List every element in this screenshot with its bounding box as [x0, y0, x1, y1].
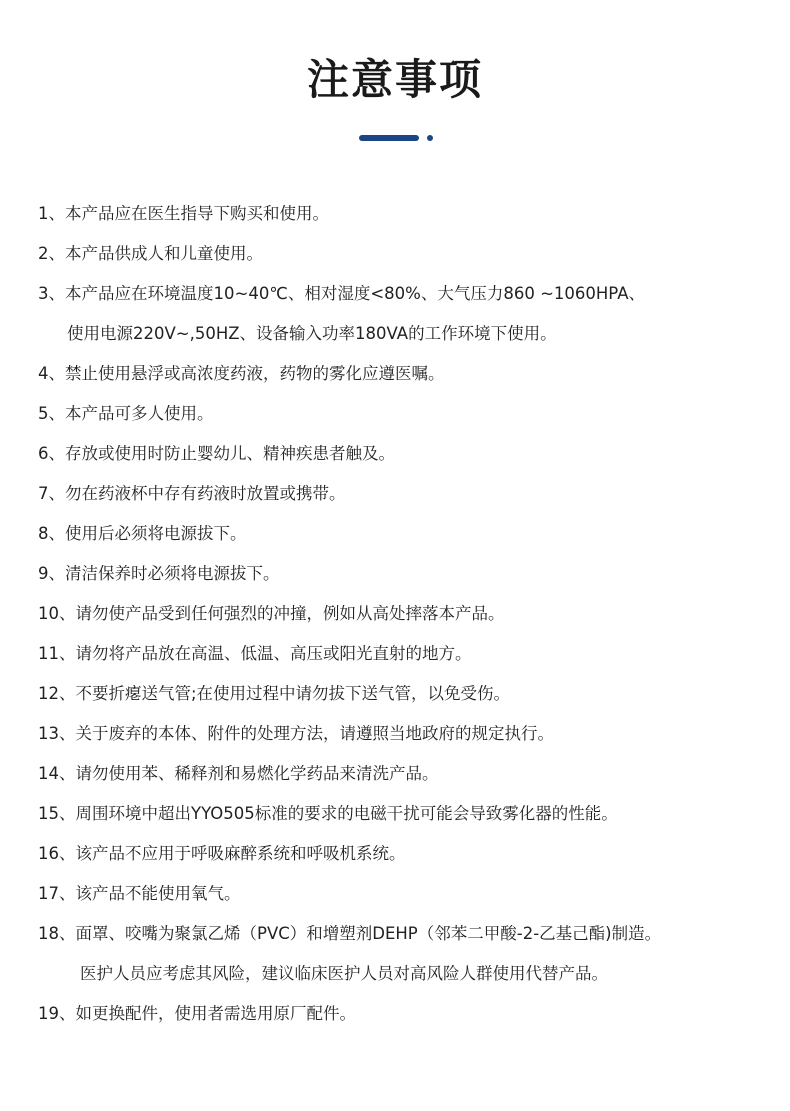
note-item-17: 17、该产品不能使用氧气。 — [38, 884, 241, 903]
note-item-5: 5、本产品可多人使用。 — [38, 404, 214, 423]
note-item-10: 10、请勿使产品受到任何强烈的冲撞，例如从高处摔落本产品。 — [38, 604, 505, 623]
note-item-9: 9、清洁保养时必须将电源拔下。 — [38, 564, 280, 583]
precautions-list — [38, 194, 783, 1034]
note-item-18-continued: 医护人员应考虑其风险，建议临床医护人员对高风险人群使用代替产品。 — [80, 964, 608, 983]
note-item-16: 16、该产品不应用于呼吸麻醉系统和呼吸机系统。 — [38, 844, 406, 863]
note-item-13: 13、关于废弃的本体、附件的处理方法，请遵照当地政府的规定执行。 — [38, 724, 554, 743]
note-item-2: 2、本产品供成人和儿童使用。 — [38, 244, 263, 263]
note-item-18: 18、面罩、咬嘴为聚氯乙烯（PVC）和增塑剂DEHP（邻苯二甲酸-2-乙基己酯)制造。 — [38, 924, 662, 943]
title-underline-bar — [359, 135, 419, 141]
note-item-12: 12、不要折瘪送气管;在使用过程中请勿拔下送气管，以免受伤。 — [38, 684, 511, 703]
note-item-1: 1、本产品应在医生指导下购买和使用。 — [38, 204, 329, 223]
page-title: 注意事项 — [306, 55, 483, 104]
note-item-14: 14、请勿使用苯、稀释剂和易燃化学药品来清洗产品。 — [38, 764, 439, 783]
title-underline-dot — [427, 135, 433, 141]
note-item-8: 8、使用后必须将电源拔下。 — [38, 524, 247, 543]
title-underline-decoration — [359, 135, 439, 141]
note-item-15: 15、周围环境中超出YYO505标准的要求的电磁干扰可能会导致雾化器的性能。 — [38, 804, 618, 823]
note-item-3: 3、本产品应在环境温度10~40℃、相对湿度<80%、大气压力860 ~1060HPA、 — [38, 284, 645, 303]
note-item-3-continued: 使用电源220V~,50HZ、设备输入功率180VA的工作环境下使用。 — [67, 324, 557, 343]
note-item-4: 4、禁止使用悬浮或高浓度药液，药物的雾化应遵医嘱。 — [38, 364, 445, 383]
note-item-7: 7、勿在药液杯中存有药液时放置或携带。 — [38, 484, 346, 503]
note-item-19: 19、如更换配件，使用者需选用原厂配件。 — [38, 1004, 356, 1023]
note-item-6: 6、存放或使用时防止婴幼儿、精神疾患者触及。 — [38, 444, 395, 463]
note-item-11: 11、请勿将产品放在高温、低温、高压或阳光直射的地方。 — [38, 644, 472, 663]
